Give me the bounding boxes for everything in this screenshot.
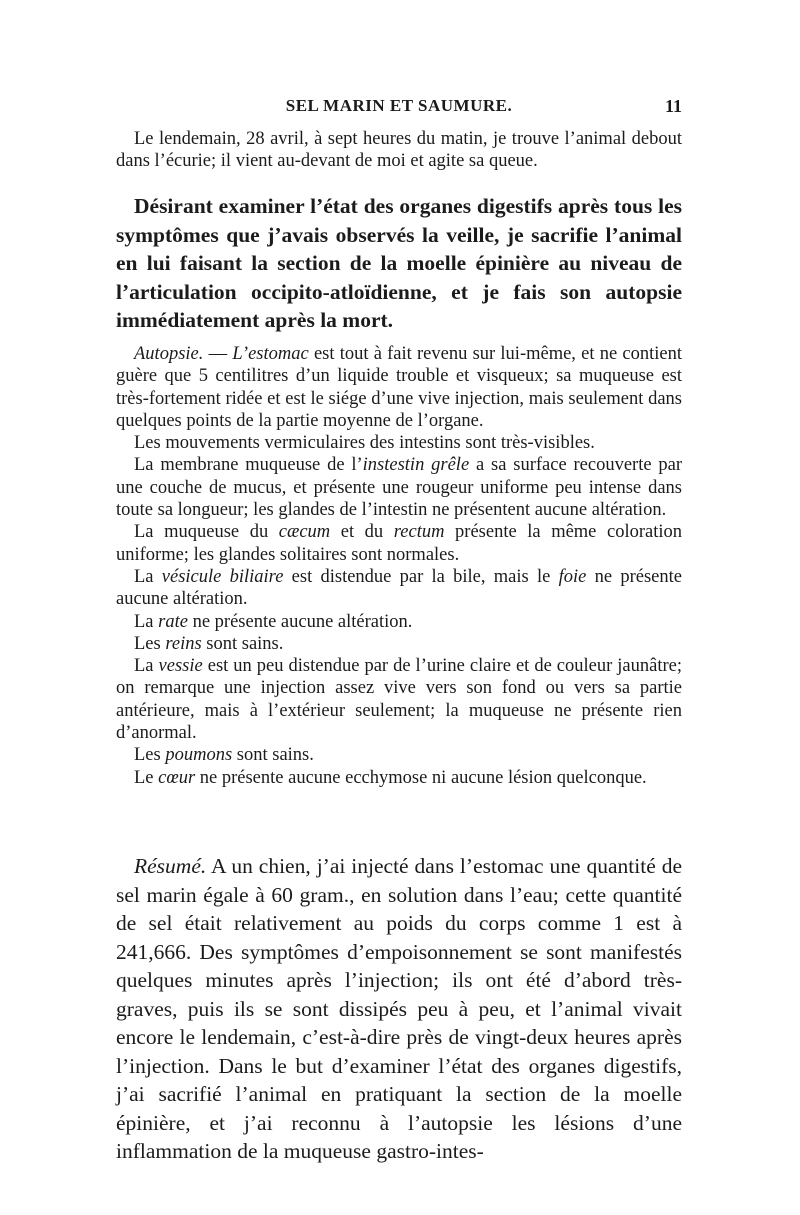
estomac-text: est tout à fait revenu sur lui-même, et ne contient guère que 5 centilitres d’un liquide trouble et visqueux; sa muqueuse est très-fortement ridée et est le siége d’une vive injection, mais seulement dans quelques points de la partie moyenne de l’organe.	[116, 344, 683, 431]
intestin-term: instestin grêle	[362, 455, 470, 476]
estomac-term: L’estomac	[232, 344, 309, 364]
membrane-text-b: a sa surface recouverte par une couche de mucus, et présente une rougeur uniforme peu intense dans toute sa longueur; les glandes de l’intestin ne présentent aucune altération.	[116, 455, 682, 521]
paragraph-reins	[116, 633, 682, 655]
paragraph-vessie	[116, 655, 682, 744]
rate-text-a: La	[134, 611, 159, 632]
paragraph-mouvements: Les mouvements vermiculaires des intestins sont très-visibles.	[134, 433, 595, 454]
rate-term: rate	[158, 611, 188, 632]
paragraph-muqueuse	[116, 521, 682, 566]
resume-text: A un chien, j’ai injecté dans l’estomac une quantité de sel marin égale à 60 gram., en solution dans l’eau; cette quantité de sel était relativement au poids du corps comme 1 est à 241,666. Des symptômes d’empoisonnement se sont manifestés quelques minutes après l’injection; ils ont été d’abord très-graves, puis ils se sont dissipés peu à peu, et l’animal vivait encore le lendemain, c’est-à-dire près de vingt-deux heures après l’injection. Dans le but d’examiner l’état des organes digestifs, j’ai sacrifié l’animal en pratiquant la section de la moelle épinière, et j’ai reconnu à l’autopsie les lésions d’une inflammation de la muqueuse gastro-intes-	[116, 854, 682, 1163]
vesicule-term: vésicule biliaire	[161, 566, 284, 587]
autopsie-dash: —	[203, 344, 233, 364]
paragraph-resume	[116, 852, 682, 1166]
running-header	[116, 96, 682, 122]
page-number: 11	[664, 96, 682, 116]
muqueuse-text-a: La muqueuse du	[134, 522, 279, 543]
running-title: SEL MARIN ET SAUMURE.	[285, 96, 513, 115]
rate-text-b: ne présente aucune altération.	[187, 611, 413, 632]
vesicule-text-c: ne présente aucune altération.	[116, 566, 682, 610]
reins-text-b: sont sains.	[201, 633, 284, 654]
paragraph-lendemain: Le lendemain, 28 avril, à sept heures du matin, je trouve l’animal debout dans l’écurie; il vient au-devant de moi et agite sa queue.	[116, 129, 682, 172]
resume-label: Résumé.	[134, 854, 207, 878]
muqueuse-text-c: présente la même coloration uniforme; les glandes solitaires sont normales.	[116, 522, 682, 565]
paragraph-membrane	[116, 454, 682, 521]
coeur-text-a: Le	[134, 767, 159, 788]
caecum-term: cæcum	[278, 522, 331, 543]
coeur-text-b: ne présente aucune ecchymose ni aucune lésion quelconque.	[195, 767, 647, 788]
reins-text-a: Les	[134, 633, 166, 654]
vesicule-text-a: La	[134, 566, 162, 587]
paragraph-desirant: Désirant examiner l’état des organes digestifs après tous les symptômes que j’avais observés la veille, je sacrifie l’animal en lui faisant la section de la moelle épinière au niveau de l’articulation occipito-atloïdienne, et je fais son autopsie immédiatement après la mort.	[116, 194, 682, 332]
paragraph-estomac	[116, 343, 682, 432]
poumons-text-b: sont sains.	[232, 745, 314, 766]
autopsie-label: Autopsie.	[134, 344, 204, 364]
paragraph-rate	[116, 611, 682, 633]
paragraph-coeur	[116, 767, 682, 789]
reins-term: reins	[165, 633, 202, 654]
poumons-text-a: Les	[134, 745, 166, 766]
foie-term: foie	[558, 566, 587, 587]
paragraph-vesicule	[116, 566, 682, 611]
vessie-text-a: La	[134, 656, 159, 677]
autopsie-section	[116, 343, 682, 789]
vesicule-text-b: est distendue par la bile, mais le	[283, 566, 559, 587]
membrane-text-a: La membrane muqueuse de l’	[134, 455, 363, 476]
paragraph-poumons	[116, 744, 682, 766]
coeur-term: cœur	[158, 767, 196, 788]
vessie-text-b: est un peu distendue par de l’urine claire et de couleur jaunâtre; on remarque une injection assez vive vers son fond ou vers sa partie antérieure, mais à l’extérieur seulement; la muqueuse ne présente rien d’anormal.	[116, 656, 682, 744]
vessie-term: vessie	[158, 656, 203, 677]
muqueuse-text-b: et du	[330, 522, 394, 543]
rectum-term: rectum	[393, 522, 445, 543]
poumons-term: poumons	[165, 745, 233, 766]
